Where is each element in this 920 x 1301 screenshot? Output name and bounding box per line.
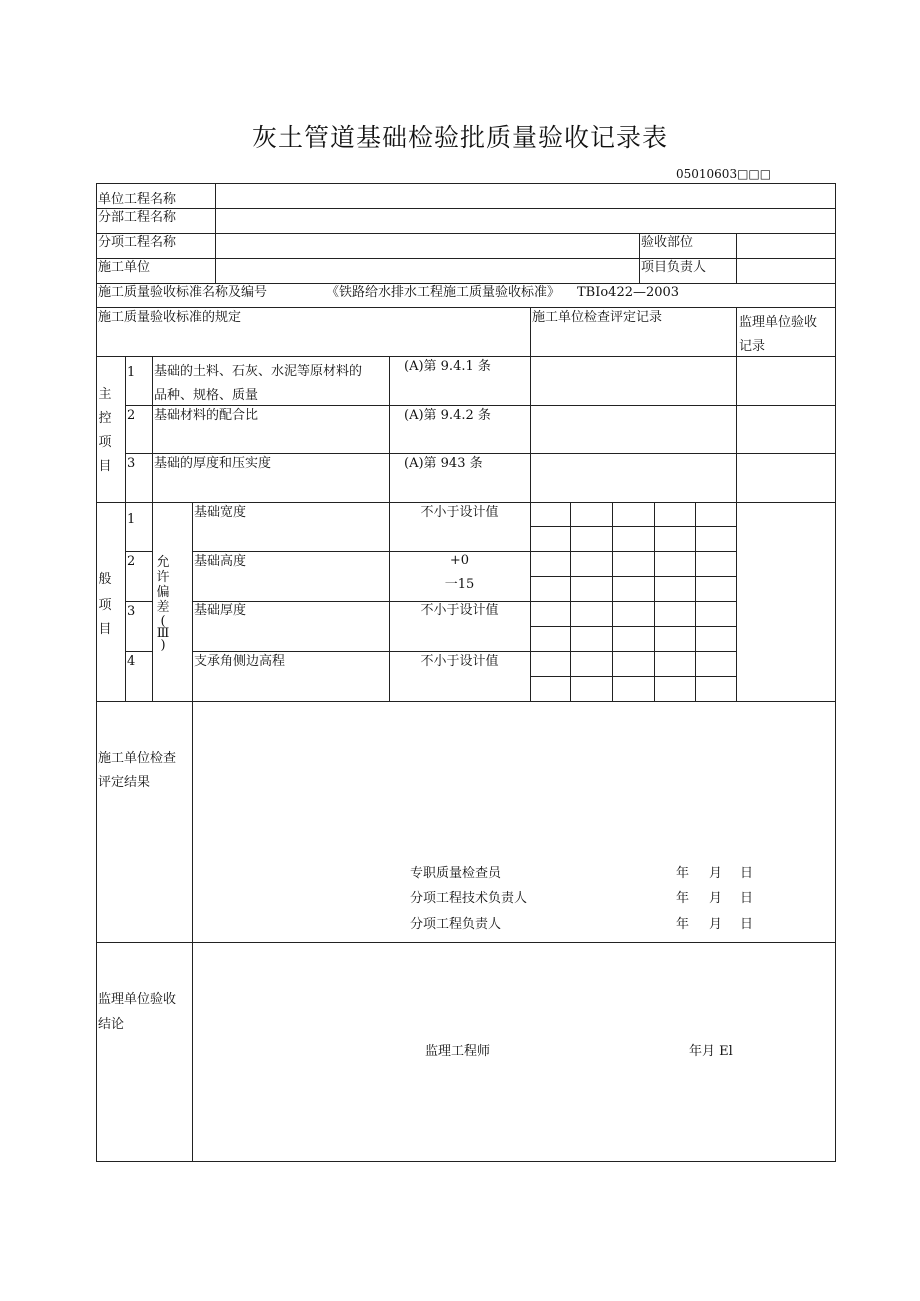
table-line bbox=[192, 701, 193, 1161]
date-month: 月 bbox=[709, 891, 723, 906]
acceptance-part-label: 验收部位 bbox=[641, 235, 694, 250]
main-item-reference: (A)第 9.4.1 条 bbox=[404, 359, 491, 374]
general-item-requirement-2: 一15 bbox=[444, 577, 475, 592]
table-line bbox=[639, 233, 640, 283]
main-control-label: 控 bbox=[98, 411, 112, 426]
date-month: 月 bbox=[709, 917, 723, 932]
general-item-name: 基础高度 bbox=[194, 554, 247, 569]
table-line bbox=[96, 942, 836, 943]
standard-name: 《铁路给水排水工程施工质量验收标准》 bbox=[326, 285, 561, 300]
general-item-requirement: 不小于设计值 bbox=[420, 654, 499, 669]
table-line bbox=[695, 502, 696, 701]
deviation-label: 许 bbox=[156, 570, 170, 585]
signer-role: 分项工程技术负责人 bbox=[410, 891, 528, 906]
general-label: 项 bbox=[98, 598, 112, 613]
general-item-number: 1 bbox=[127, 512, 136, 527]
division-project-label: 分部工程名称 bbox=[98, 210, 177, 225]
deviation-label: Ⅲ bbox=[156, 626, 170, 641]
deviation-label: 差 bbox=[156, 600, 170, 615]
supervisor-record-header-2: 记录 bbox=[739, 339, 766, 354]
general-item-number: 2 bbox=[127, 554, 136, 569]
main-item-number: 1 bbox=[127, 365, 136, 380]
deviation-label: 偏 bbox=[156, 585, 170, 600]
main-control-label: 项 bbox=[98, 435, 112, 450]
main-item-text: 基础的厚度和压实度 bbox=[154, 456, 272, 471]
main-item-text: 基础材料的配合比 bbox=[154, 408, 259, 423]
construction-unit-label: 施工单位 bbox=[98, 260, 151, 275]
general-item-requirement: 不小于设计值 bbox=[420, 505, 499, 520]
general-item-number: 4 bbox=[127, 654, 136, 669]
standard-rule-header: 施工质量验收标准的规定 bbox=[98, 310, 242, 325]
project-manager-label: 项目负责人 bbox=[641, 260, 707, 275]
table-line bbox=[835, 183, 836, 1161]
subitem-project-label: 分项工程名称 bbox=[98, 235, 177, 250]
table-line bbox=[612, 502, 613, 701]
table-line bbox=[96, 701, 836, 702]
supervisor-record-header: 监理单位验收 bbox=[739, 315, 818, 330]
table-line bbox=[192, 502, 193, 701]
general-item-name: 基础厚度 bbox=[194, 603, 247, 618]
table-line bbox=[530, 576, 736, 577]
deviation-label: ) bbox=[160, 638, 166, 653]
table-line bbox=[96, 258, 836, 259]
signer-role: 专职质量检查员 bbox=[410, 866, 502, 881]
deviation-label: ( bbox=[160, 614, 166, 629]
deviation-label: 允 bbox=[156, 555, 170, 570]
date-day: 日 bbox=[740, 917, 754, 932]
supervisor-conclusion-label: 监理单位验收 bbox=[98, 992, 177, 1007]
table-line bbox=[96, 183, 836, 184]
table-line bbox=[530, 307, 531, 701]
main-item-text: 基础的土料、石灰、水泥等原材料的 bbox=[154, 364, 363, 379]
main-item-reference: (A)第 9.4.2 条 bbox=[404, 408, 491, 423]
main-item-reference: (A)第 943 条 bbox=[404, 456, 483, 471]
date-day: 日 bbox=[740, 866, 754, 881]
table-line bbox=[736, 233, 737, 283]
table-line bbox=[96, 1161, 836, 1162]
date-year: 年 bbox=[676, 891, 690, 906]
table-line bbox=[530, 626, 736, 627]
table-line bbox=[654, 502, 655, 701]
main-item-text: 品种、规格、质量 bbox=[154, 388, 259, 403]
main-control-label: 主 bbox=[98, 387, 112, 402]
document-title: 灰土管道基础检验批质量验收记录表 bbox=[251, 123, 668, 152]
date-month: 月 bbox=[709, 866, 723, 881]
table-line bbox=[215, 183, 216, 283]
table-line bbox=[530, 526, 736, 527]
main-item-number: 2 bbox=[127, 408, 136, 423]
supervisor-conclusion-label-2: 结论 bbox=[98, 1017, 125, 1032]
table-line bbox=[736, 307, 737, 701]
date-year: 年 bbox=[676, 917, 690, 932]
table-line bbox=[96, 183, 97, 1161]
contractor-result-label-2: 评定结果 bbox=[98, 775, 151, 790]
main-control-label: 目 bbox=[98, 459, 112, 474]
general-label: 般 bbox=[98, 572, 112, 587]
date-year: 年 bbox=[676, 866, 690, 881]
general-item-name: 支承角侧边高程 bbox=[194, 654, 286, 669]
table-line bbox=[570, 502, 571, 701]
table-line bbox=[152, 356, 153, 701]
date-day: 日 bbox=[740, 891, 754, 906]
general-label: 目 bbox=[98, 622, 112, 637]
supervisor-engineer: 监理工程师 bbox=[425, 1044, 491, 1059]
general-item-requirement: 不小于设计值 bbox=[420, 603, 499, 618]
signer-role: 分项工程负责人 bbox=[410, 917, 502, 932]
unit-project-label: 单位工程名称 bbox=[98, 192, 177, 207]
contractor-result-label: 施工单位检查 bbox=[98, 751, 177, 766]
standard-label: 施工质量验收标准名称及编号 bbox=[98, 285, 268, 300]
table-line bbox=[530, 676, 736, 677]
general-item-requirement: +0 bbox=[449, 553, 470, 568]
table-line bbox=[96, 233, 836, 234]
supervisor-date: 年月 El bbox=[689, 1044, 733, 1059]
table-line bbox=[125, 356, 126, 701]
table-line bbox=[96, 208, 836, 209]
general-item-name: 基础宽度 bbox=[194, 505, 247, 520]
standard-code: TBIo422—2003 bbox=[577, 285, 680, 300]
form-code: 05010603□□□ bbox=[676, 167, 772, 181]
contractor-record-header: 施工单位检查评定记录 bbox=[532, 310, 663, 325]
general-item-number: 3 bbox=[127, 604, 136, 619]
main-item-number: 3 bbox=[127, 456, 136, 471]
